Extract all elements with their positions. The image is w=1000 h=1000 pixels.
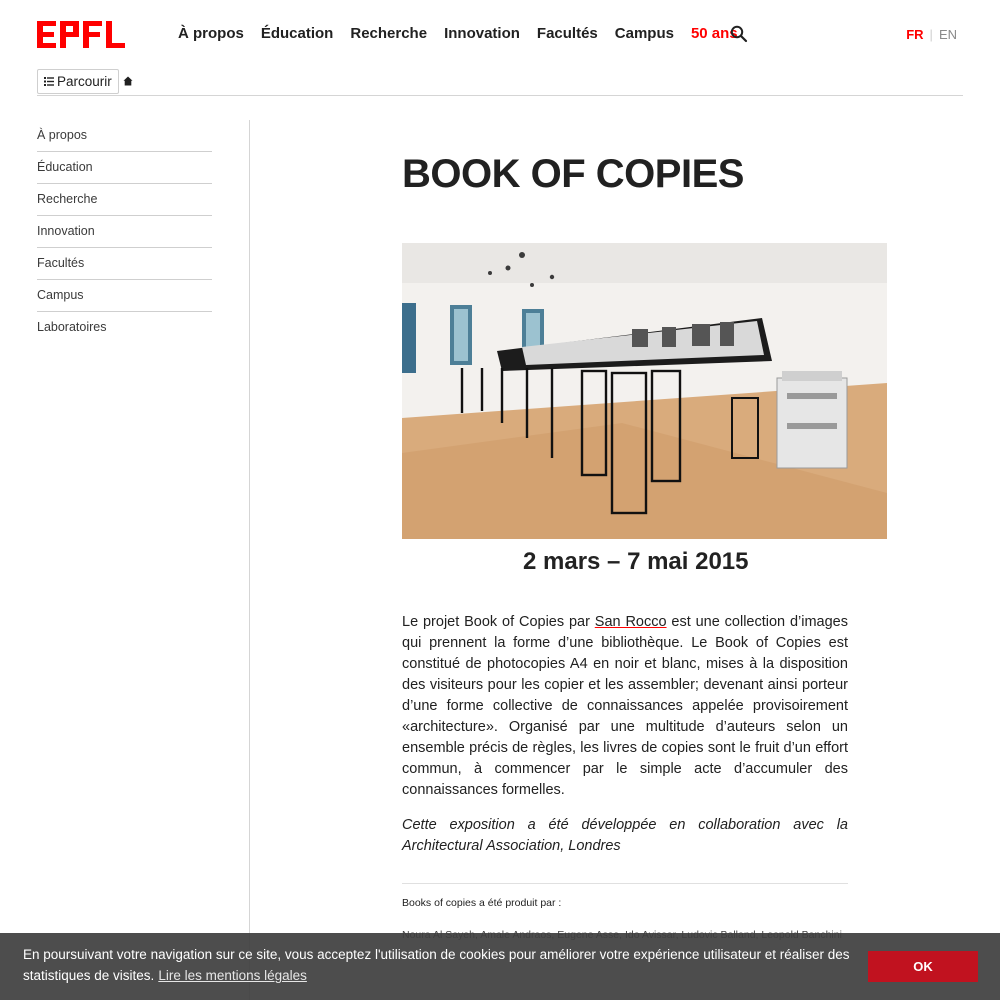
- browse-button[interactable]: [37, 69, 119, 94]
- language-switcher: [906, 27, 957, 42]
- search-icon[interactable]: [730, 25, 748, 43]
- san-rocco-link[interactable]: San Rocco: [594, 614, 667, 630]
- sidebar-item-recherche[interactable]: Recherche: [37, 184, 212, 216]
- exhibition-dates-text: 2 mars – 7 mai 2015: [523, 548, 749, 575]
- lang-fr[interactable]: FR: [906, 27, 924, 42]
- nav-campus[interactable]: Campus: [614, 25, 674, 42]
- home-icon[interactable]: [123, 76, 133, 86]
- sidebar-item-facultes[interactable]: Facultés: [37, 248, 212, 280]
- sidebar-item-campus[interactable]: Campus: [37, 280, 212, 312]
- cookie-message: [23, 944, 863, 986]
- sidebar-item-education[interactable]: Éducation: [37, 152, 212, 184]
- collaboration-note: Cette exposition a été développée en collaboration avec la Architectural Association, Londres: [402, 817, 848, 854]
- description-intro: Le projet Book of Copies par: [402, 614, 595, 630]
- nav-a-propos[interactable]: À propos: [178, 25, 244, 42]
- nav-50-ans[interactable]: 50 ans: [690, 25, 738, 42]
- sidebar-item-a-propos[interactable]: À propos: [37, 120, 212, 152]
- cookie-ok-button[interactable]: OK: [868, 951, 978, 982]
- sidebar-item-innovation[interactable]: Innovation: [37, 216, 212, 248]
- sidebar-item-laboratoires[interactable]: Laboratoires: [37, 320, 107, 334]
- nav-recherche[interactable]: Recherche: [350, 25, 428, 42]
- site-header: [0, 0, 1000, 68]
- exhibition-photo: [402, 243, 887, 539]
- browse-label: Parcourir: [57, 74, 112, 89]
- lang-en[interactable]: EN: [938, 27, 957, 42]
- list-icon: [44, 77, 54, 86]
- epfl-logo[interactable]: [37, 21, 125, 48]
- nav-innovation[interactable]: Innovation: [444, 25, 520, 42]
- page-title: BOOK OF COPIES: [402, 152, 744, 196]
- nav-facultes[interactable]: Facultés: [536, 25, 598, 42]
- legal-notice-link[interactable]: Lire les mentions légales: [158, 968, 307, 983]
- cookie-banner: [0, 933, 1000, 1000]
- nav-education[interactable]: Éducation: [260, 25, 334, 42]
- description: [402, 612, 848, 801]
- cookie-text: En poursuivant votre navigation sur ce site, vous acceptez l'utilisation de cookies pour améliorer votre expérience utilisateur et réaliser des statistiques de visites.: [23, 947, 850, 983]
- main-nav: [178, 24, 738, 44]
- credits-label: Books of copies a été produit par :: [402, 897, 562, 909]
- description-body: est une collection d’images qui prennent la forme d’une bibliothèque. Le Book of Copies est constitué de photocopies A4 en noir et blanc, mises à la disposition des visiteurs pour les copier et les assembler; devenant ainsi porteur d’une forme collective de connaissances appelée provisoirement «architecture». Organisé par une multitude d’auteurs selon un ensemble précis de règles, les livres de copies sont le fruit d’un effort commun, à commencer par le simple acte d’accumuler des connaissances formelles.: [402, 614, 848, 798]
- lang-separator: |: [929, 27, 933, 42]
- breadcrumb: [37, 69, 963, 96]
- sidebar-divider: [249, 120, 250, 1000]
- sidebar-nav: [37, 120, 212, 343]
- content-divider: [402, 883, 848, 884]
